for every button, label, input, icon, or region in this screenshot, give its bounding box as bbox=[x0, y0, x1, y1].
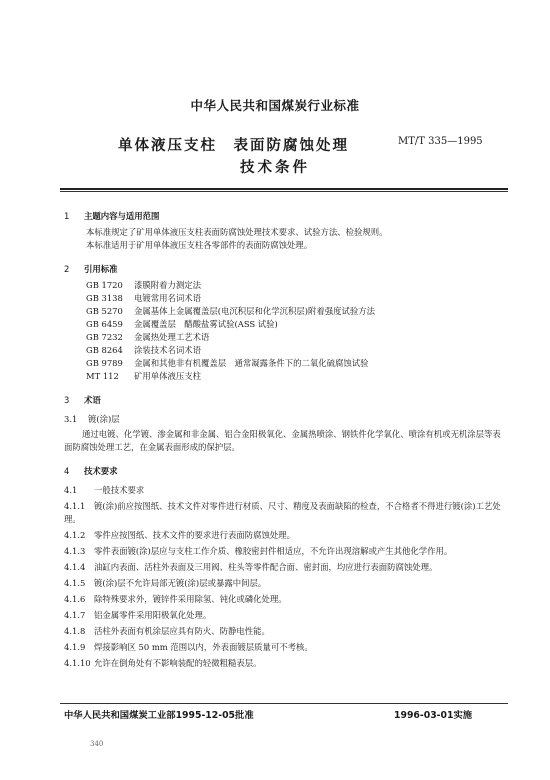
page-number: 340 bbox=[90, 740, 104, 748]
standard-number: MT/T 335—1995 bbox=[398, 136, 483, 147]
clause-item bbox=[64, 500, 504, 526]
industry-standard-heading: 中华人民共和国煤炭行业标准 bbox=[190, 98, 360, 113]
clause-number: 4.1.9 bbox=[64, 642, 86, 653]
reference-code: GB 6459 bbox=[86, 319, 123, 330]
clause-text: 镀(涂)前应按图纸、技术文件对零件进行材质、尺寸、精度及表面缺陷的检查，不合格者不得进行镀(涂)工艺处理。 bbox=[64, 501, 501, 525]
implementation-date: 1996-03-01实施 bbox=[394, 710, 473, 721]
clause-item bbox=[64, 593, 504, 606]
reference-item bbox=[64, 344, 504, 357]
clause-item bbox=[64, 577, 504, 590]
reference-code: GB 1720 bbox=[86, 280, 123, 291]
reference-code: GB 5270 bbox=[86, 306, 123, 317]
clause-item bbox=[64, 529, 504, 542]
term-name: 镀(涂)层 bbox=[88, 414, 120, 425]
section-number: 3 bbox=[64, 395, 70, 406]
clause-item bbox=[64, 657, 504, 670]
reference-name: 金属基体上金属覆盖层(电沉积层和化学沉积层)附着强度试验方法 bbox=[134, 306, 376, 317]
clause-item bbox=[64, 641, 504, 654]
reference-item bbox=[64, 370, 504, 383]
document-body bbox=[64, 210, 504, 670]
clause-text: 零件应按图纸、技术文件的要求进行表面防腐蚀处理。 bbox=[94, 530, 295, 541]
standard-title-line1: 单体液压支柱 表面防腐蚀处理 bbox=[118, 138, 349, 154]
term-definition: 通过电镀、化学镀、渗金属和非金属、铝合金阳极氧化、金属热喷涂、钢铁件化学氧化、喷涂有机或无机涂层等表面防腐蚀处理工艺，在金属表面形成的保护层。 bbox=[64, 429, 501, 453]
clause-text: 油缸内表面、活柱外表面及三用阀、柱头等零件配合面、密封面，均应进行表面防腐蚀处理。 bbox=[94, 562, 438, 573]
clause-number: 4.1.2 bbox=[64, 530, 86, 541]
section-title: 技术要求 bbox=[84, 466, 118, 477]
section-1-para-1: 本标准规定了矿用单体液压支柱表面防腐蚀处理技术要求、试验方法、检验规则。 bbox=[86, 227, 388, 238]
term-number: 3.1 bbox=[64, 414, 78, 425]
clause-text: 铝金属零件采用阳极氧化处理。 bbox=[94, 610, 212, 621]
reference-name: 涂装技术名词术语 bbox=[134, 345, 201, 356]
clause-item bbox=[64, 561, 504, 574]
reference-name: 金属覆盖层 醋酸盐雾试验(ASS 试验) bbox=[134, 319, 278, 330]
clause-item bbox=[64, 625, 504, 638]
clause-number: 4.1.5 bbox=[64, 578, 86, 589]
issue-approval: 中华人民共和国煤炭工业部1995-12-05批准 bbox=[64, 710, 254, 721]
standard-title-line2: 技术条件 bbox=[240, 160, 310, 176]
section-title: 引用标准 bbox=[84, 264, 118, 275]
clause-number: 4.1.7 bbox=[64, 610, 86, 621]
section-title: 主题内容与适用范围 bbox=[84, 211, 160, 221]
clause-number: 4.1.3 bbox=[64, 546, 86, 557]
reference-name: 金属和其他非有机覆盖层 通常凝露条件下的二氧化硫腐蚀试验 bbox=[134, 358, 369, 369]
clause-number: 4.1 bbox=[64, 485, 78, 496]
clause-number: 4.1.4 bbox=[64, 562, 86, 573]
reference-item bbox=[64, 305, 504, 318]
header-rule-thick bbox=[60, 188, 508, 190]
reference-item bbox=[64, 292, 504, 305]
clause-text: 活柱外表面有机涂层应具有防火、防静电性能。 bbox=[94, 626, 270, 637]
reference-item bbox=[64, 357, 504, 370]
header-rule-thin bbox=[60, 191, 508, 192]
clause-text: 镀(涂)层不允许局部无镀(涂)层或暴露中间层。 bbox=[94, 578, 267, 589]
clause-number: 4.1.1 bbox=[64, 501, 86, 512]
reference-name: 金属热处理工艺术语 bbox=[134, 332, 210, 343]
clause-number: 4.1.6 bbox=[64, 594, 86, 605]
section-2-heading bbox=[64, 263, 504, 276]
section-3-heading bbox=[64, 394, 504, 407]
reference-item bbox=[64, 279, 504, 292]
section-number: 4 bbox=[64, 466, 70, 477]
clause-text: 零件表面镀(涂)层应与支柱工作介质、橡胶密封件相适应，不允许出现溶解或产生其他化学作用。 bbox=[94, 546, 453, 557]
reference-code: MT 112 bbox=[86, 371, 119, 382]
clause-text: 一般技术要求 bbox=[94, 485, 145, 496]
clause-item bbox=[64, 484, 504, 497]
section-4-heading bbox=[64, 465, 504, 478]
section-1-heading bbox=[64, 210, 504, 223]
clause-item bbox=[64, 545, 504, 558]
clause-number: 4.1.10 bbox=[64, 658, 91, 669]
footer-rule bbox=[60, 703, 508, 704]
section-title: 术语 bbox=[84, 395, 101, 406]
reference-code: GB 9789 bbox=[86, 358, 123, 369]
section-number: 2 bbox=[64, 264, 70, 275]
term-heading bbox=[64, 413, 504, 426]
clause-item bbox=[64, 609, 504, 622]
clause-text: 焊接影响区 50 mm 范围以内，外表面镀层质量可不考核。 bbox=[94, 642, 313, 653]
clause-text: 除特殊要求外，镀锌件采用除氢、钝化或磷化处理。 bbox=[94, 594, 287, 605]
section-number: 1 bbox=[64, 211, 70, 221]
reference-code: GB 8264 bbox=[86, 345, 123, 356]
reference-name: 漆膜附着力测定法 bbox=[134, 280, 201, 291]
reference-item bbox=[64, 318, 504, 331]
reference-name: 矿用单体液压支柱 bbox=[134, 371, 201, 382]
reference-name: 电镀常用名词术语 bbox=[134, 293, 201, 304]
clause-number: 4.1.8 bbox=[64, 626, 86, 637]
reference-item bbox=[64, 331, 504, 344]
clause-text: 允许在倒角处有不影响装配的轻微粗糙表层。 bbox=[94, 658, 262, 669]
reference-code: GB 7232 bbox=[86, 332, 123, 343]
reference-list bbox=[64, 279, 504, 383]
section-1-para-2: 本标准适用于矿用单体液压支柱各零部件的表面防腐蚀处理。 bbox=[86, 240, 313, 251]
reference-code: GB 3138 bbox=[86, 293, 123, 304]
